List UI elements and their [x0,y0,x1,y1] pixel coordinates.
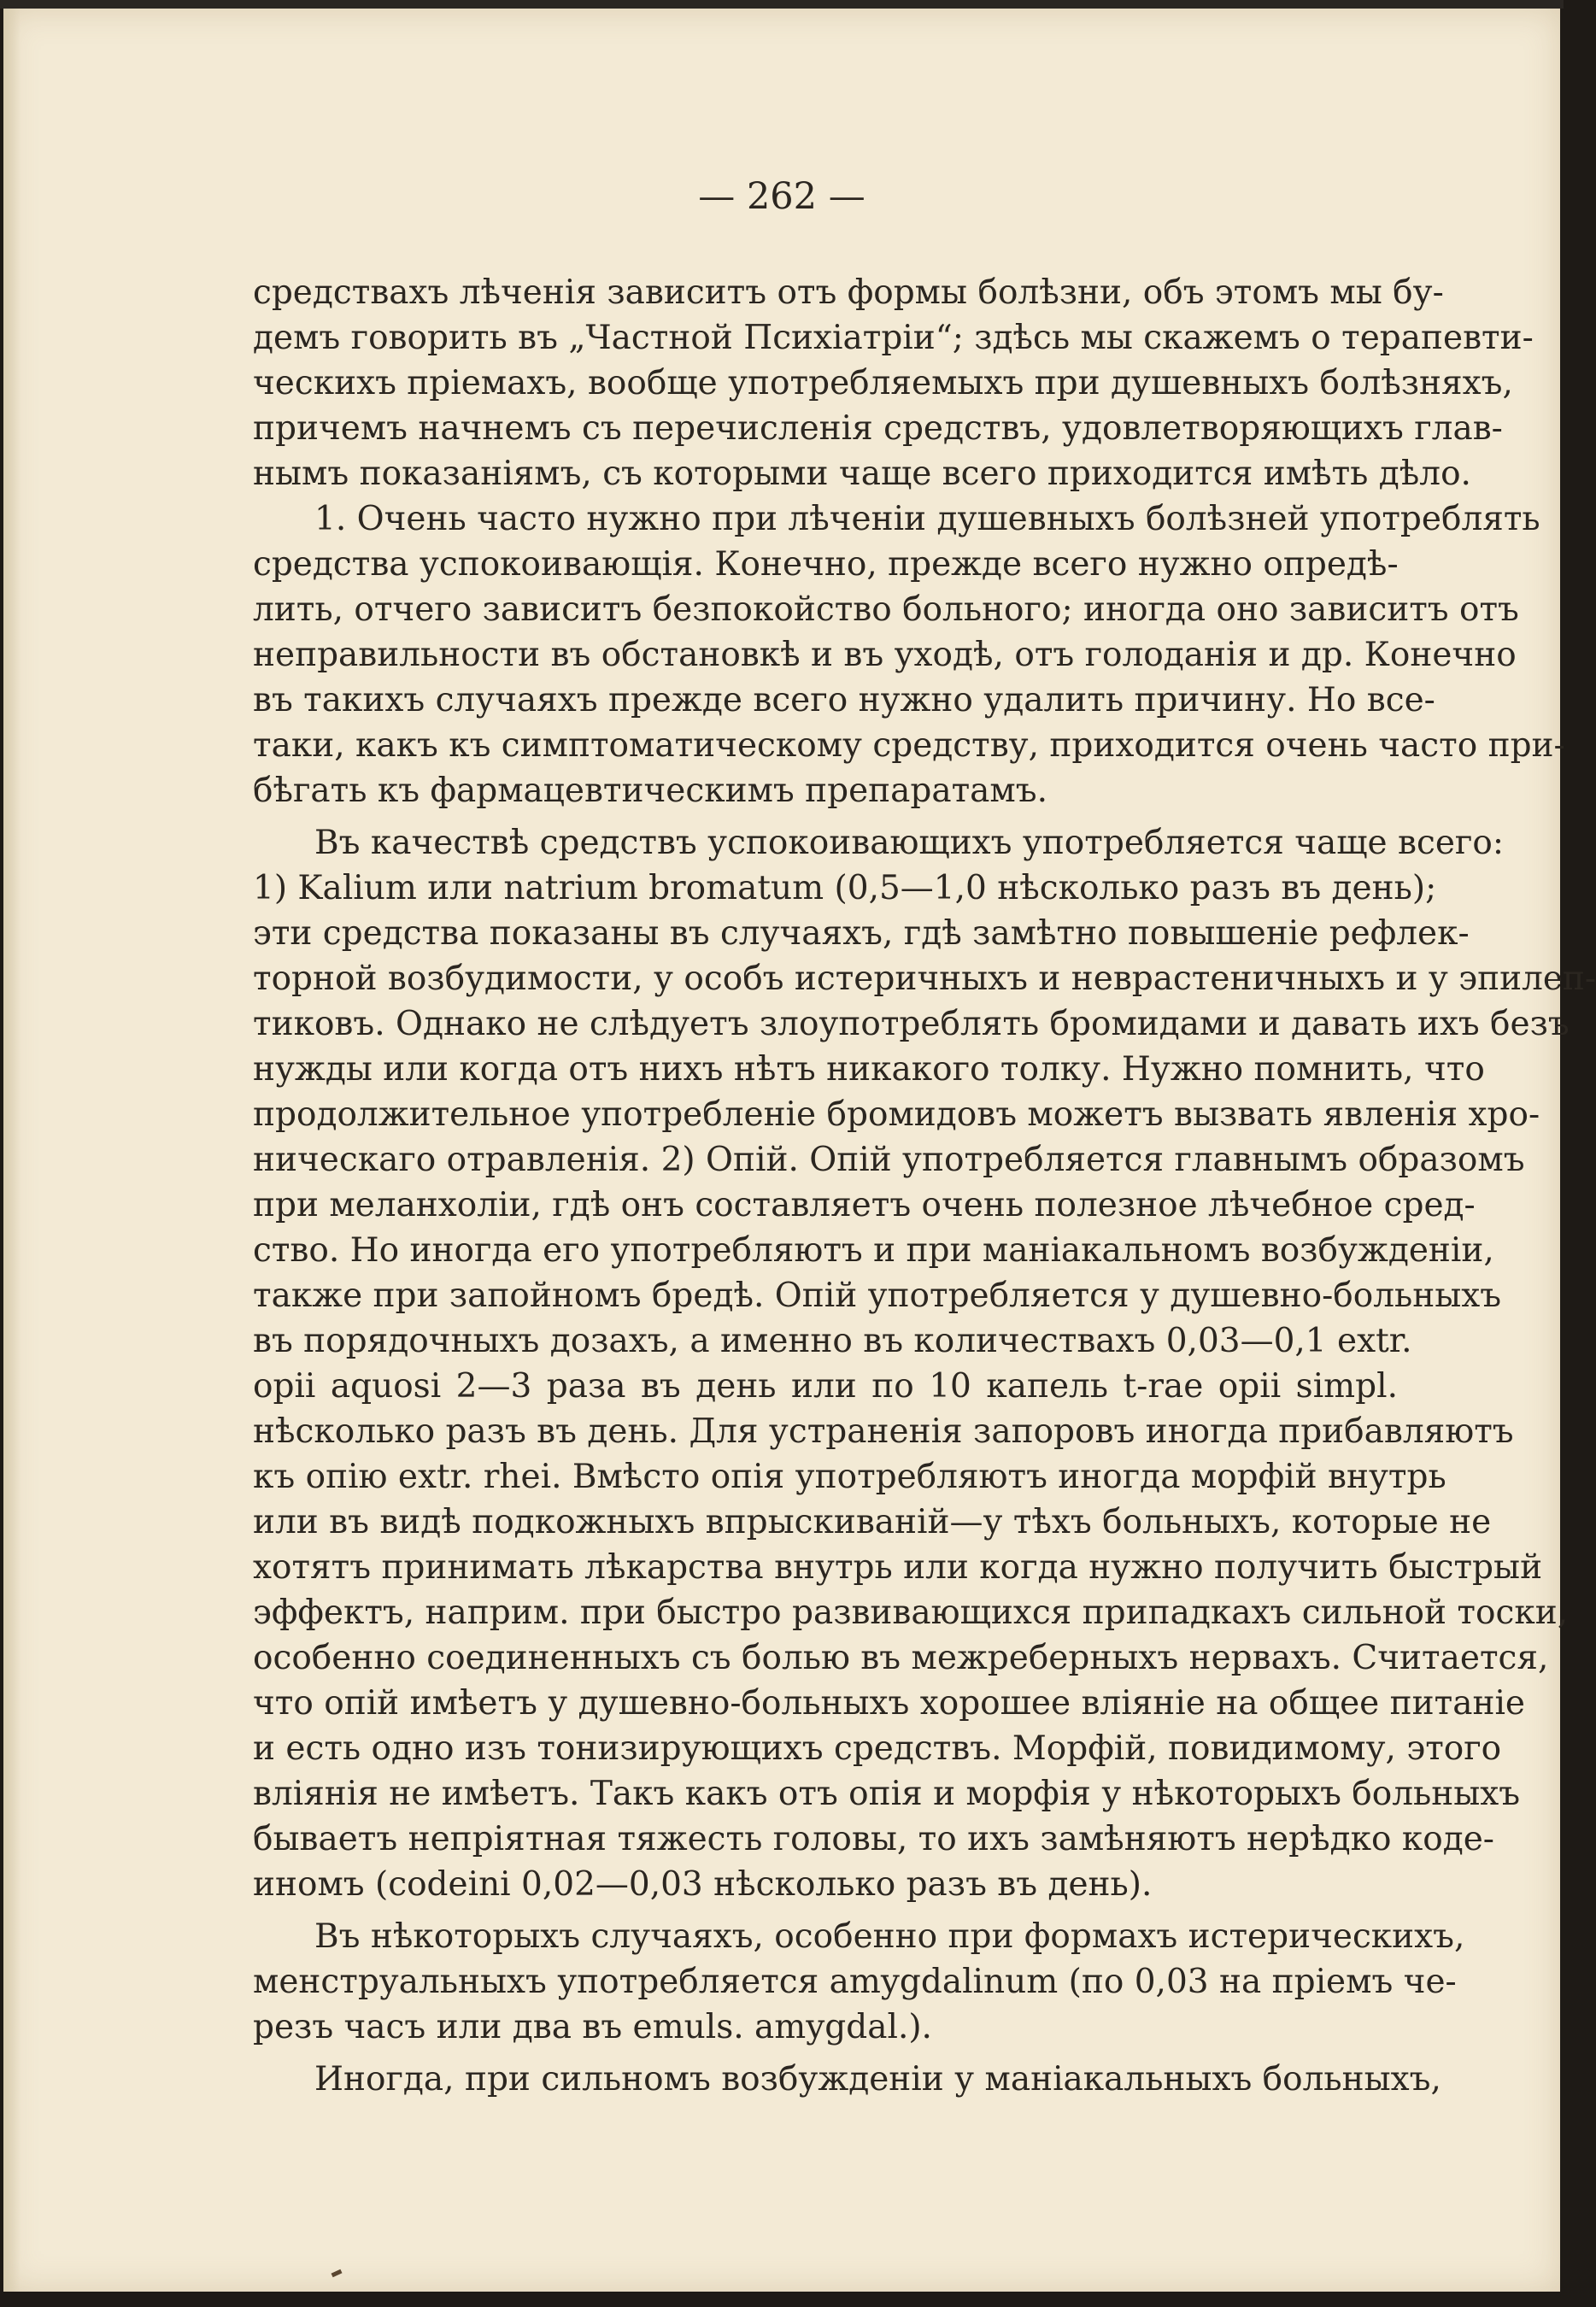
text-line: нѣсколько разъ въ день. Для устраненія запоровъ иногда прибавляютъ [253,1412,1514,1451]
text-line: Въ нѣкоторыхъ случаяхъ, особенно при формахъ истерическихъ, [314,1917,1465,1956]
text-line: 1) Kalium или natrium bromatum (0,5—1,0 нѣсколько разъ въ день); [253,869,1437,907]
scan-top-border [0,0,1564,9]
text-line: хотятъ принимать лѣкарства внутрь или когда нужно получить быстрый [253,1548,1543,1587]
page-spine-shadow [3,9,21,2292]
text-line: ство. Но иногда его употребляютъ и при маніакальномъ возбужденіи, [253,1231,1494,1270]
text-line: демъ говорить въ „Частной Психіатріи“; здѣсь мы скажемъ о терапевти- [253,319,1534,357]
text-line: при меланхоліи, гдѣ онъ составляетъ очень полезное лѣчебное сред- [253,1186,1476,1224]
text-line: или въ видѣ подкожныхъ впрыскиваній—у тѣхъ больныхъ, которые не [253,1503,1492,1541]
text-line: къ опію extr. rhei. Вмѣсто опія употребляютъ иногда морфій внутрь [253,1458,1446,1496]
text-line: ническаго отравленія. 2) Опій. Опій употребляется главнымъ образомъ [253,1141,1525,1179]
text-line: лить, отчего зависитъ безпокойство больного; иногда оно зависитъ отъ [253,590,1519,629]
page-number: — 262 — [698,175,865,218]
text-line: таки, какъ къ симптоматическому средству, приходится очень часто при- [253,726,1565,765]
text-line: бываетъ непріятная тяжесть головы, то ихъ замѣняютъ нерѣдко коде- [253,1820,1494,1858]
text-line: нымъ показаніямъ, съ которыми чаще всего приходится имѣть дѣло. [253,455,1471,493]
text-line: въ порядочныхъ дозахъ, а именно въ количествахъ 0,03—0,1 extr. [253,1322,1412,1360]
text-line: причемъ начнемъ съ перечисленія средствъ, удовлетворяющихъ глав- [253,409,1503,448]
text-line: неправильности въ обстановкѣ и въ уходѣ, отъ голоданія и др. Конечно [253,636,1517,674]
text-line: менструальныхъ употребляется amygdalinum (по 0,03 на пріемъ че- [253,1963,1457,2001]
text-line: тиковъ. Однако не слѣдуетъ злоупотреблять бромидами и давать ихъ безъ [253,1005,1570,1043]
text-line: что опій имѣетъ у душевно-больныхъ хорошее вліяніе на общее питаніе [253,1684,1526,1723]
text-line: средства успокоивающія. Конечно, прежде всего нужно опредѣ- [253,545,1399,584]
text-line: резъ часъ или два въ emuls. amygdal.). [253,2008,932,2046]
text-line: продолжительное употребленіе бромидовъ можетъ вызвать явленія хро- [253,1095,1540,1134]
text-body [253,270,1596,2102]
text-line: ческихъ пріемахъ, вообще употребляемыхъ при душевныхъ болѣзняхъ, [253,364,1513,402]
book-page [3,9,1596,2292]
text-line: нужды или когда отъ нихъ нѣтъ никакого толку. Нужно помнить, что [253,1050,1485,1089]
text-line: торной возбудимости, у особъ истеричныхъ и неврастеничныхъ и у эпилеп- [253,960,1596,998]
ink-speck [332,2269,343,2278]
text-line: Иногда, при сильномъ возбужденіи у маніакальныхъ больныхъ, [314,2060,1441,2099]
text-line: Въ качествѣ средствъ успокоивающихъ употребляется чаще всего: [314,824,1504,862]
text-line: эффектъ, наприм. при быстро развивающихся припадкахъ сильной тоски, [253,1594,1569,1632]
text-line: бѣгать къ фармацевтическимъ препаратамъ. [253,772,1047,810]
text-line: и есть одно изъ тонизирующихъ средствъ. Морфій, повидимому, этого [253,1729,1502,1768]
text-line: opii aquosi 2—3 раза въ день или по 10 капель t-rae opii simpl. [253,1367,1398,1406]
text-line: средствахъ лѣченія зависитъ отъ формы болѣзни, объ этомъ мы бу- [253,273,1444,312]
text-line: вліянія не имѣетъ. Такъ какъ отъ опія и морфія у нѣкоторыхъ больныхъ [253,1775,1521,1813]
text-line: въ такихъ случаяхъ прежде всего нужно удалить причину. Но все- [253,681,1435,719]
text-line: также при запойномъ бредѣ. Опій употребляется у душевно-больныхъ [253,1277,1502,1315]
text-line: иномъ (codeini 0,02—0,03 нѣсколько разъ въ день). [253,1865,1153,1904]
text-line: 1. Очень часто нужно при лѣченіи душевныхъ болѣзней употреблять [314,500,1540,538]
text-line: особенно соединенныхъ съ болью въ межреберныхъ нервахъ. Считается, [253,1639,1549,1677]
text-line: эти средства показаны въ случаяхъ, гдѣ замѣтно повышеніе рефлек- [253,914,1470,953]
